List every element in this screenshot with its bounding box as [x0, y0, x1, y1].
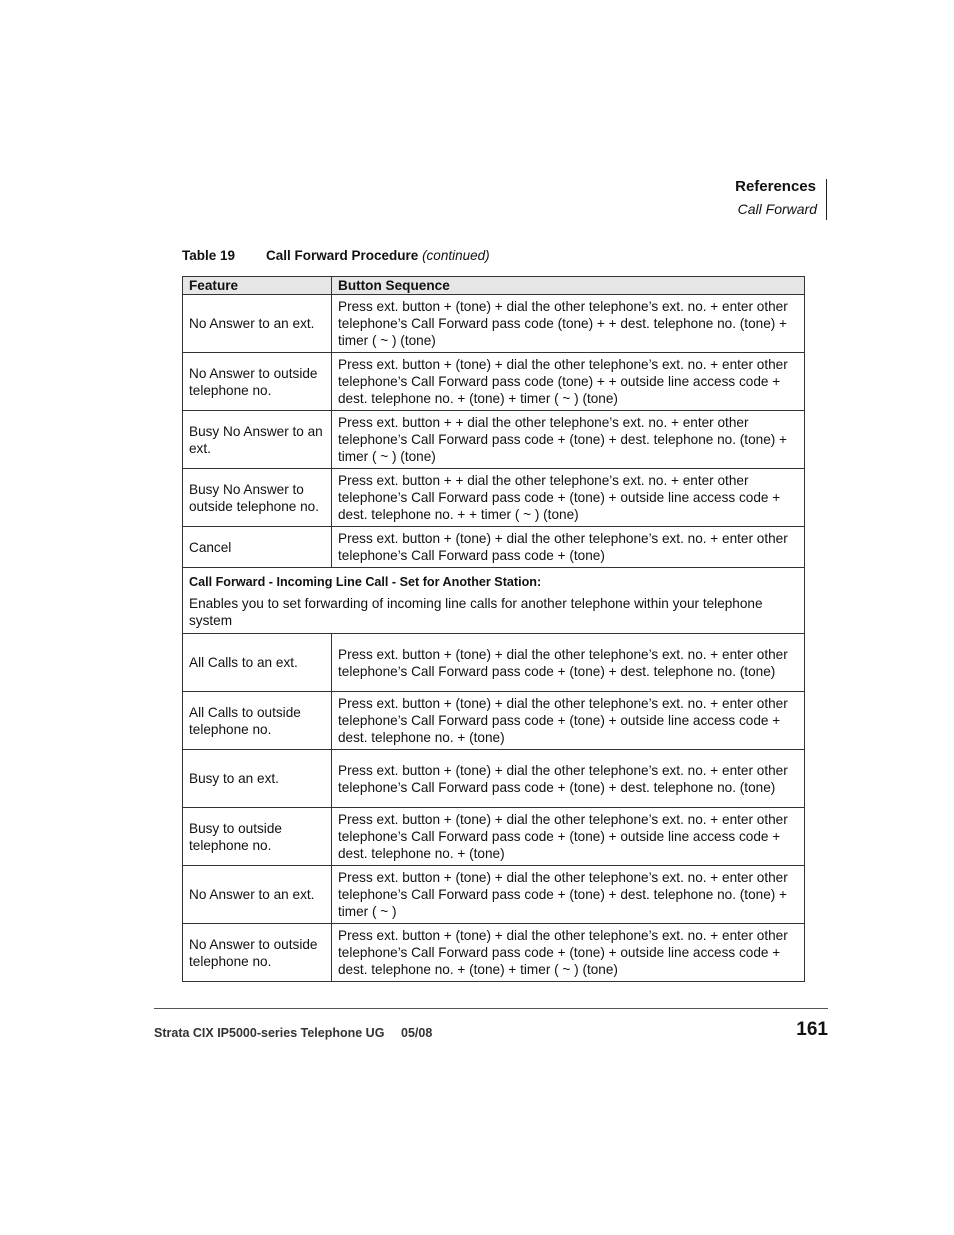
page-number: 161 [796, 1019, 828, 1040]
table-title: Call Forward Procedure [266, 248, 419, 263]
footer-rule [154, 1008, 828, 1009]
sequence-cell: Press ext. button + + dial the other telephone’s ext. no. + enter other telephone’s Call Forward pass code + (tone) + outside line access code + dest. telephone no. + + timer ( ~ ) (tone) [332, 469, 805, 527]
table-row [183, 411, 805, 469]
feature-cell: Cancel [183, 527, 332, 568]
sequence-cell: Press ext. button + (tone) + dial the other telephone’s ext. no. + enter other telephone’s Call Forward pass code + (tone) + dest. telephone no. (tone) + timer ( ~ ) [332, 866, 805, 924]
sequence-cell: Press ext. button + (tone) + dial the other telephone’s ext. no. + enter other telephone’s Call Forward pass code + (tone) + outside line access code + dest. telephone no. + (tone) [332, 808, 805, 866]
running-header-subsection: Call Forward [737, 201, 817, 217]
table-row [183, 527, 805, 568]
table-row [183, 469, 805, 527]
sequence-cell: Press ext. button + (tone) + dial the other telephone’s ext. no. + enter other telephone’s Call Forward pass code (tone) + + dest. telephone no. (tone) + timer ( ~ ) (tone) [332, 295, 805, 353]
sequence-cell: Press ext. button + + dial the other telephone’s ext. no. + enter other telephone’s Call Forward pass code + (tone) + dest. telephone no. (tone) + timer ( ~ ) (tone) [332, 411, 805, 469]
sequence-cell: Press ext. button + (tone) + dial the other telephone’s ext. no. + enter other telephone’s Call Forward pass code + (tone) + outside line access code + dest. telephone no. + (tone) + timer ( ~ ) (tone) [332, 924, 805, 982]
feature-cell: Busy No Answer to outside telephone no. [183, 469, 332, 527]
section-cell [183, 568, 805, 634]
feature-cell: No Answer to an ext. [183, 295, 332, 353]
table-number: Table 19 [182, 248, 236, 263]
table-caption [182, 248, 490, 263]
column-header-button-sequence: Button Sequence [332, 277, 805, 295]
call-forward-table [182, 276, 805, 982]
table-header-row [183, 277, 805, 295]
running-header-section: References [735, 178, 816, 195]
sequence-cell: Press ext. button + (tone) + dial the other telephone’s ext. no. + enter other telephone’s Call Forward pass code + (tone) [332, 527, 805, 568]
footer-date: 05/08 [401, 1026, 433, 1040]
footer-document-title: Strata CIX IP5000-series Telephone UG [154, 1026, 385, 1040]
sequence-cell: Press ext. button + (tone) + dial the other telephone’s ext. no. + enter other telephone’s Call Forward pass code + (tone) + dest. telephone no. (tone) [332, 634, 805, 692]
sequence-cell: Press ext. button + (tone) + dial the other telephone’s ext. no. + enter other telephone’s Call Forward pass code (tone) + + outside line access code + dest. telephone no. + (tone) + timer ( ~ ) (tone) [332, 353, 805, 411]
section-title: Call Forward - Incoming Line Call - Set for Another Station: [189, 575, 542, 589]
table-section-row [183, 568, 805, 634]
table-continued: (continued) [422, 248, 490, 263]
sequence-cell: Press ext. button + (tone) + dial the other telephone’s ext. no. + enter other telephone’s Call Forward pass code + (tone) + outside line access code + dest. telephone no. + (tone) [332, 692, 805, 750]
feature-cell: No Answer to an ext. [183, 866, 332, 924]
feature-cell: Busy to outside telephone no. [183, 808, 332, 866]
table-row [183, 866, 805, 924]
feature-cell: Busy No Answer to an ext. [183, 411, 332, 469]
table-row [183, 634, 805, 692]
feature-cell: No Answer to outside telephone no. [183, 353, 332, 411]
sequence-cell: Press ext. button + (tone) + dial the other telephone’s ext. no. + enter other telephone’s Call Forward pass code + (tone) + dest. telephone no. (tone) [332, 750, 805, 808]
feature-cell: Busy to an ext. [183, 750, 332, 808]
table-row [183, 750, 805, 808]
table-row [183, 924, 805, 982]
feature-cell: All Calls to an ext. [183, 634, 332, 692]
section-description: Enables you to set forwarding of incoming line calls for another telephone within your telephone system [189, 596, 763, 628]
feature-cell: All Calls to outside telephone no. [183, 692, 332, 750]
feature-cell: No Answer to outside telephone no. [183, 924, 332, 982]
header-vertical-rule [826, 179, 827, 220]
table-row [183, 353, 805, 411]
table-row [183, 295, 805, 353]
column-header-feature: Feature [183, 277, 332, 295]
table-row [183, 692, 805, 750]
table-row [183, 808, 805, 866]
